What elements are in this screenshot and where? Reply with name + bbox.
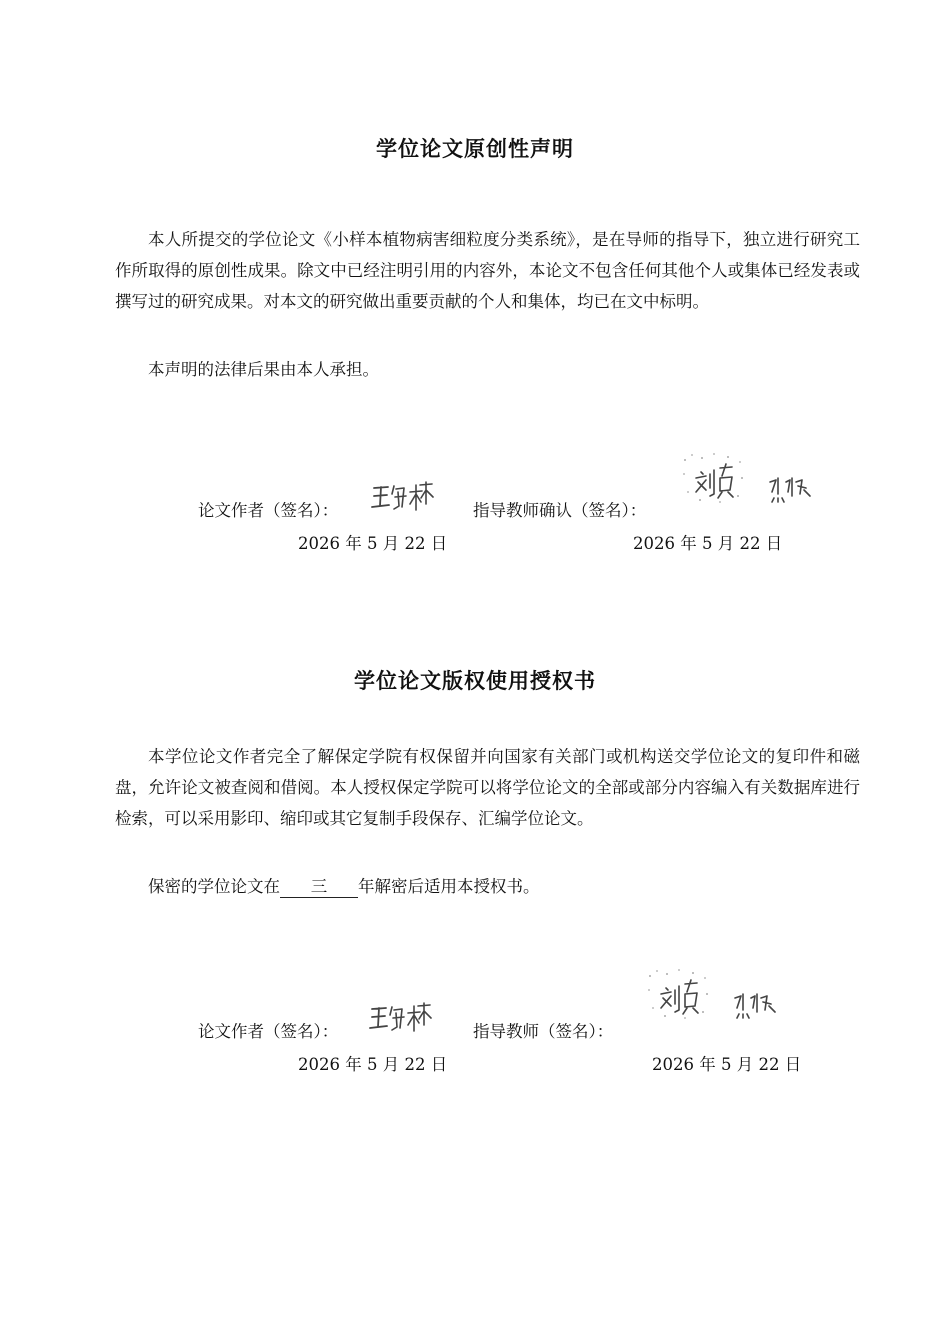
declaration-advisor-label: 指导教师确认（签名）： bbox=[473, 501, 647, 520]
authorization-advisor-signature bbox=[645, 968, 785, 1030]
secret-clause-suffix: 年解密后适用本授权书。 bbox=[358, 877, 540, 896]
declaration-paragraph: 本人所提交的学位论文《小样本植物病害细粒度分类系统》，是在导师的指导下，独立进行研究工作所取得的原创性成果。除文中已经注明引用的内容外，本论文不包含任何其他个人或集体已经发表或撰写过的研究成果。对本文的研究做出重要贡献的个人和集体，均已在文中标明。 bbox=[115, 230, 860, 311]
secret-clause bbox=[148, 875, 540, 899]
declaration-author-label: 论文作者（签名）： bbox=[198, 501, 339, 520]
secret-clause-prefix: 保密的学位论文在 bbox=[148, 877, 280, 896]
declaration-title: 学位论文原创性声明 bbox=[376, 137, 574, 161]
authorization-advisor-date: 2026 年 5 月 22 日 bbox=[652, 1055, 802, 1074]
declaration-legal-paragraph: 本声明的法律后果由本人承担。 bbox=[148, 360, 379, 379]
declaration-advisor-date: 2026 年 5 月 22 日 bbox=[633, 534, 783, 553]
authorization-paragraph: 本学位论文作者完全了解保定学院有权保留并向国家有关部门或机构送交学位论文的复印件和磁盘，允许论文被查阅和借阅。本人授权保定学院可以将学位论文的全部或部分内容编入有关数据库进行检索，可以采用影印、缩印或其它复制手段保存、汇编学位论文。 bbox=[115, 747, 860, 828]
declaration-author-date: 2026 年 5 月 22 日 bbox=[298, 534, 448, 553]
declaration-advisor-signature bbox=[680, 452, 820, 514]
authorization-author-signature bbox=[370, 1003, 432, 1035]
authorization-author-label: 论文作者（签名）： bbox=[198, 1022, 339, 1041]
authorization-title: 学位论文版权使用授权书 bbox=[354, 669, 596, 693]
authorization-advisor-label: 指导教师（签名）： bbox=[473, 1022, 614, 1041]
secret-years-field: 三 bbox=[280, 877, 358, 898]
authorization-author-date: 2026 年 5 月 22 日 bbox=[298, 1055, 448, 1074]
declaration-author-signature bbox=[372, 482, 434, 514]
